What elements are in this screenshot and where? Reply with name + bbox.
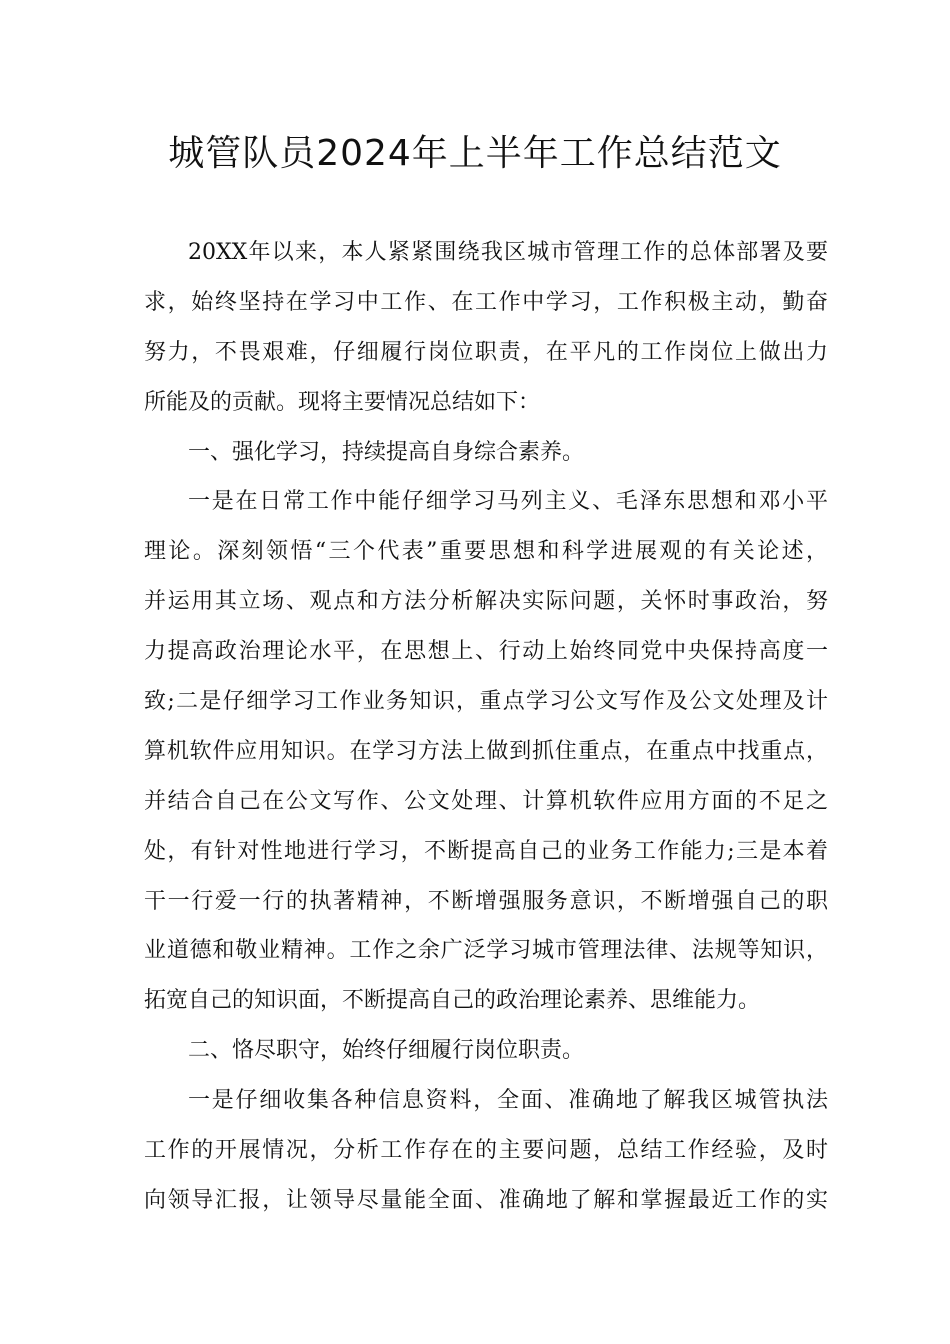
text-line: 二、恪尽职守，始终仔细履行岗位职责。 [188,1038,585,1064]
text-line: 理论。深刻领悟“三个代表”重要思想和科学进展观的有关论述， [144,539,828,565]
text-line: 力提高政治理论水平，在思想上、行动上始终同党中央保持高度一 [144,639,828,665]
text-line: 一是在日常工作中能仔细学习马列主义、毛泽东思想和邓小平 [188,489,828,515]
text-line: 一、强化学习，持续提高自身综合素养。 [188,439,585,465]
text-line: 并运用其立场、观点和方法分析解决实际问题，关怀时事政治，努 [144,589,828,615]
text-line: 20XX年以来，本人紧紧围绕我区城市管理工作的总体部署及要 [188,240,828,265]
document-body [144,228,828,1226]
text-line: 算机软件应用知识。在学习方法上做到抓住重点，在重点中找重点， [144,738,828,764]
text-line: 业道德和敬业精神。工作之余广泛学习城市管理法律、法规等知识， [144,938,828,964]
text-line: 拓宽自己的知识面，不断提高自己的政治理论素养、思维能力。 [144,988,761,1014]
text-line: 求，始终坚持在学习中工作、在工作中学习，工作积极主动，勤奋 [144,289,828,315]
text-line: 并结合自己在公文写作、公文处理、计算机软件应用方面的不足之 [144,788,828,814]
text-line: 致;二是仔细学习工作业务知识，重点学习公文写作及公文处理及计 [144,689,828,715]
text-line: 处，有针对性地进行学习，不断提高自己的业务工作能力;三是本着 [144,838,828,864]
text-line: 干一行爱一行的执著精神，不断增强服务意识，不断增强自己的职 [144,888,828,914]
text-line: 工作的开展情况，分析工作存在的主要问题，总结工作经验，及时 [144,1138,828,1164]
text-line: 努力，不畏艰难，仔细履行岗位职责，在平凡的工作岗位上做出力 [144,339,828,365]
text-line: 一是仔细收集各种信息资料，全面、准确地了解我区城管执法 [188,1088,828,1114]
text-line: 向领导汇报，让领导尽量能全面、准确地了解和掌握最近工作的实 [144,1187,828,1213]
document-title: 城管队员2024年上半年工作总结范文 [168,133,782,174]
text-line: 所能及的贡献。现将主要情况总结如下： [144,389,541,415]
